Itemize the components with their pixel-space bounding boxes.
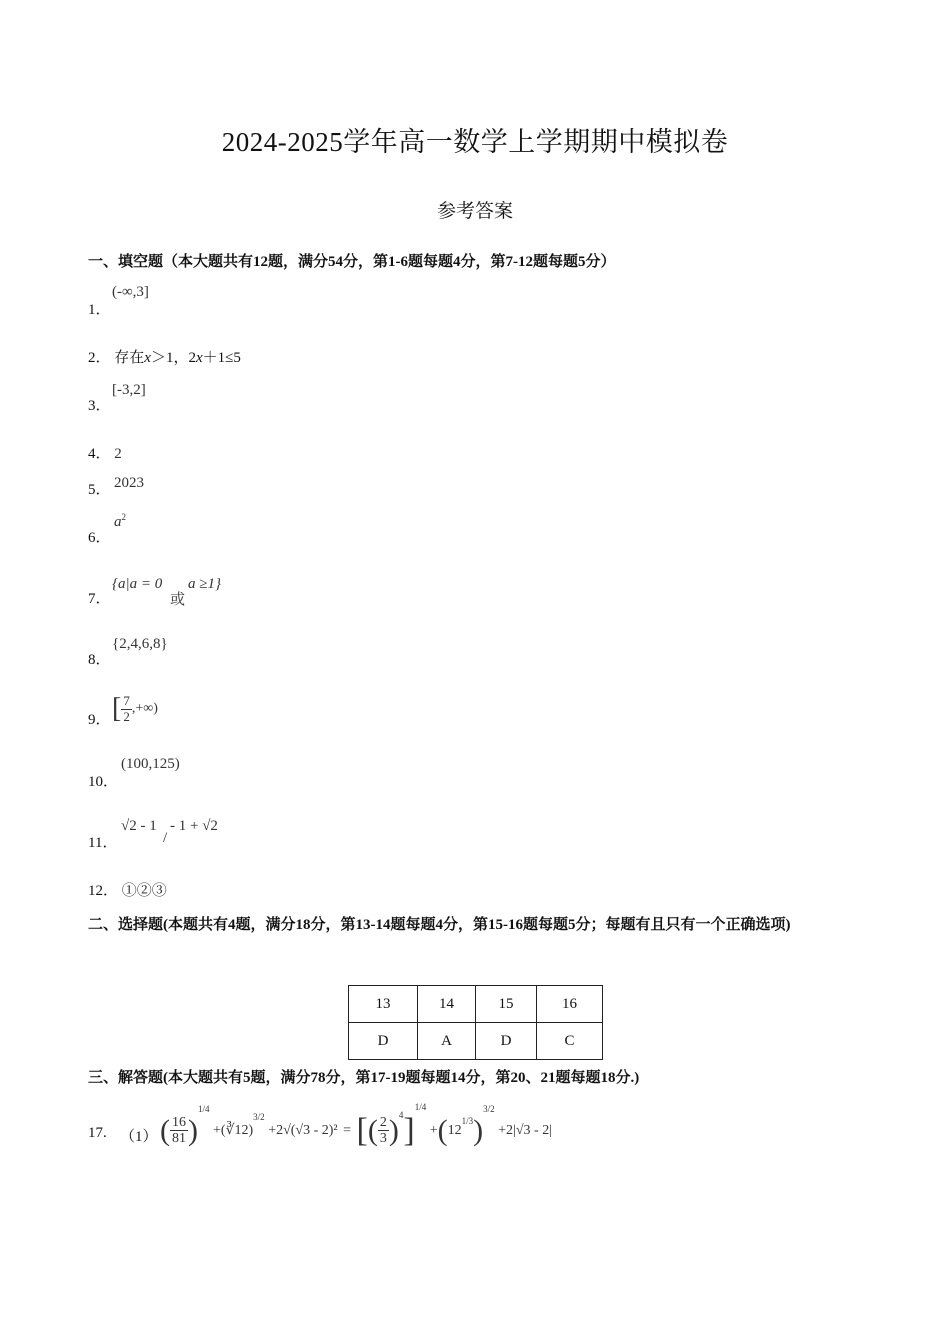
page-subtitle: 参考答案 <box>436 201 513 222</box>
table-row <box>349 986 603 1023</box>
item-number: 7． <box>88 591 111 607</box>
question-17-formula: ( $\frac{16}{81}$ )$^{1/4}$ +(∛12)$^{3/2}$ +2√(√3 - 2)² = [( $\frac{2}{3}$ )$^4]^{1/4} +(12^{1/3})^{3/2} +2|√3 - 2|$ <box>160 1102 553 1149</box>
item-2 <box>88 346 241 367</box>
item-8 <box>88 648 111 669</box>
item-11-answer-a: √2 - 1 <box>121 818 157 834</box>
table-cell: D <box>349 1023 418 1060</box>
item-number: 3． <box>88 398 111 414</box>
item-11-answer-b: - 1 + √2 <box>170 818 218 834</box>
item-number: 6． <box>88 530 111 546</box>
item-7-answer-b: a ≥1} <box>188 576 221 592</box>
section-2-heading: 二、选择题(本题共有4题，满分18分，第13-14题每题4分，第15-16题每题5分；每题有且只有一个正确选项) <box>88 917 791 933</box>
table-cell: 16 <box>537 986 603 1023</box>
item-number: 9． <box>88 712 111 728</box>
table-cell: 14 <box>418 986 476 1023</box>
table-cell: 15 <box>476 986 537 1023</box>
item-6 <box>88 526 111 547</box>
item-number: 5． <box>88 482 111 498</box>
item-9 <box>88 708 111 729</box>
table-cell: 13 <box>349 986 418 1023</box>
item-4 <box>88 442 122 463</box>
item-1-answer: (-∞,3] <box>112 284 149 300</box>
table-cell: A <box>418 1023 476 1060</box>
item-2-answer: 存在x＞1，2x＋1≤5 <box>114 350 241 366</box>
item-number: 2． <box>88 350 111 366</box>
item-6-answer: $a^2$ <box>114 512 126 530</box>
item-11-sep: / <box>163 830 168 846</box>
item-number: 12． <box>88 883 119 899</box>
item-1 <box>88 298 111 319</box>
item-12-answer: ①②③ <box>121 883 167 899</box>
answer-table <box>348 985 603 1060</box>
item-number: 8． <box>88 652 111 668</box>
item-number: 1． <box>88 302 111 318</box>
item-7 <box>88 587 111 608</box>
item-10 <box>88 770 118 791</box>
question-number: 17. <box>88 1125 107 1141</box>
item-number: 10． <box>88 774 119 790</box>
item-number: 11． <box>88 835 118 851</box>
item-7-answer: {a|a = 0 <box>112 576 163 592</box>
item-7-or: 或 <box>170 592 186 608</box>
page-title: 2024-2025学年高一数学上学期期中模拟卷 <box>221 127 729 157</box>
section-3-heading: 三、解答题(本大题共有5题，满分78分，第17-19题每题14分，第20、21题每题18分.) <box>88 1070 640 1086</box>
table-cell: D <box>476 1023 537 1060</box>
item-5-answer: 2023 <box>114 475 144 491</box>
item-3 <box>88 394 111 415</box>
table-cell: C <box>537 1023 603 1060</box>
table-row <box>349 1023 603 1060</box>
item-11 <box>88 831 117 852</box>
item-12 <box>88 879 167 900</box>
item-4-answer: 2 <box>114 446 122 462</box>
question-17-part: （1） <box>120 1129 158 1145</box>
item-10-answer: (100,125) <box>121 756 180 772</box>
item-number: 4． <box>88 446 111 462</box>
item-5 <box>88 478 111 499</box>
item-3-answer: [-3,2] <box>112 382 146 398</box>
item-8-answer: {2,4,6,8} <box>112 636 168 652</box>
question-17 <box>88 1125 107 1142</box>
item-9-answer: [ $\frac{7}{2}$ ,+∞) <box>112 693 158 724</box>
section-1-heading: 一、填空题（本大题共有12题，满分54分，第1-6题每题4分，第7-12题每题5分） <box>88 254 616 270</box>
